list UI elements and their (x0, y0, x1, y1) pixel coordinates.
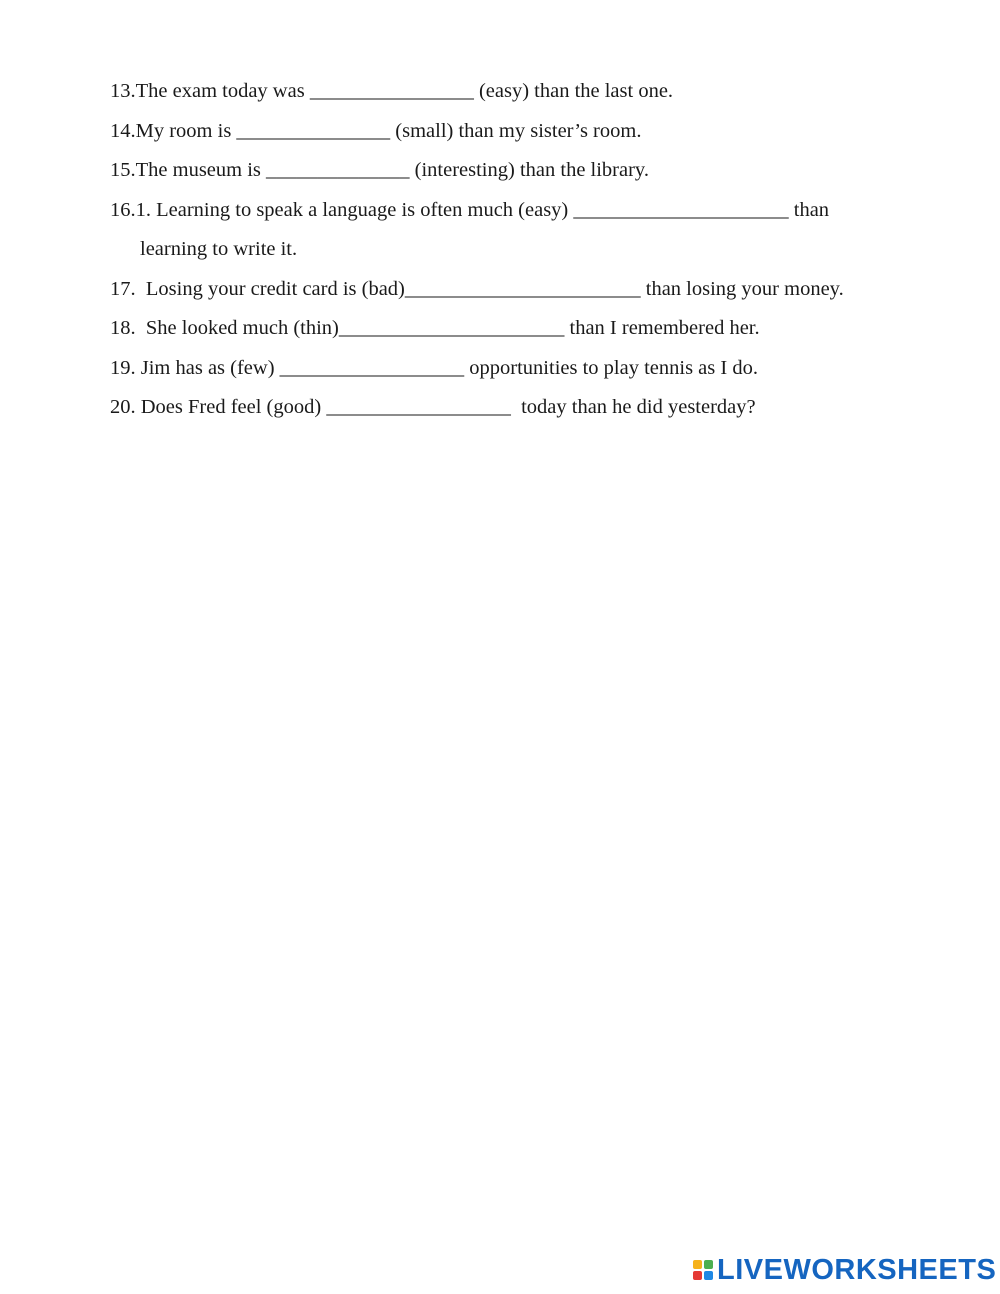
exercise-14: 14.My room is _______________ (small) than my sister’s room. (110, 119, 642, 142)
exercise-18: 18. She looked much (thin)______________________ than I remembered her. (110, 317, 760, 339)
exercise-13: 13.The exam today was ________________ (easy) than the last one. (110, 80, 674, 102)
exercise-16-continuation: learning to write it. (140, 238, 298, 260)
logo-square-red (693, 1271, 702, 1280)
liveworksheets-brand-text: LIVEWORKSHEETS (717, 1254, 997, 1286)
exercise-20: 20. Does Fred feel (good) __________________ today than he did yesterday? (110, 396, 756, 418)
liveworksheets-logo-icon (693, 1260, 713, 1280)
exercise-16: 16.1. Learning to speak a language is often much (easy) _____________________ than (110, 198, 830, 221)
logo-square-blue (704, 1271, 713, 1280)
worksheet-exercises (110, 72, 950, 428)
exercise-19: 19. Jim has as (few) __________________ opportunities to play tennis as I do. (110, 356, 758, 379)
exercise-15: 15.The museum is ______________ (interesting) than the library. (110, 159, 649, 181)
exercise-17: 17. Losing your credit card is (bad)_______________________ than losing your money. (110, 277, 844, 300)
logo-square-green (704, 1260, 713, 1269)
logo-square-yellow (693, 1260, 702, 1269)
liveworksheets-logo (693, 1254, 996, 1286)
